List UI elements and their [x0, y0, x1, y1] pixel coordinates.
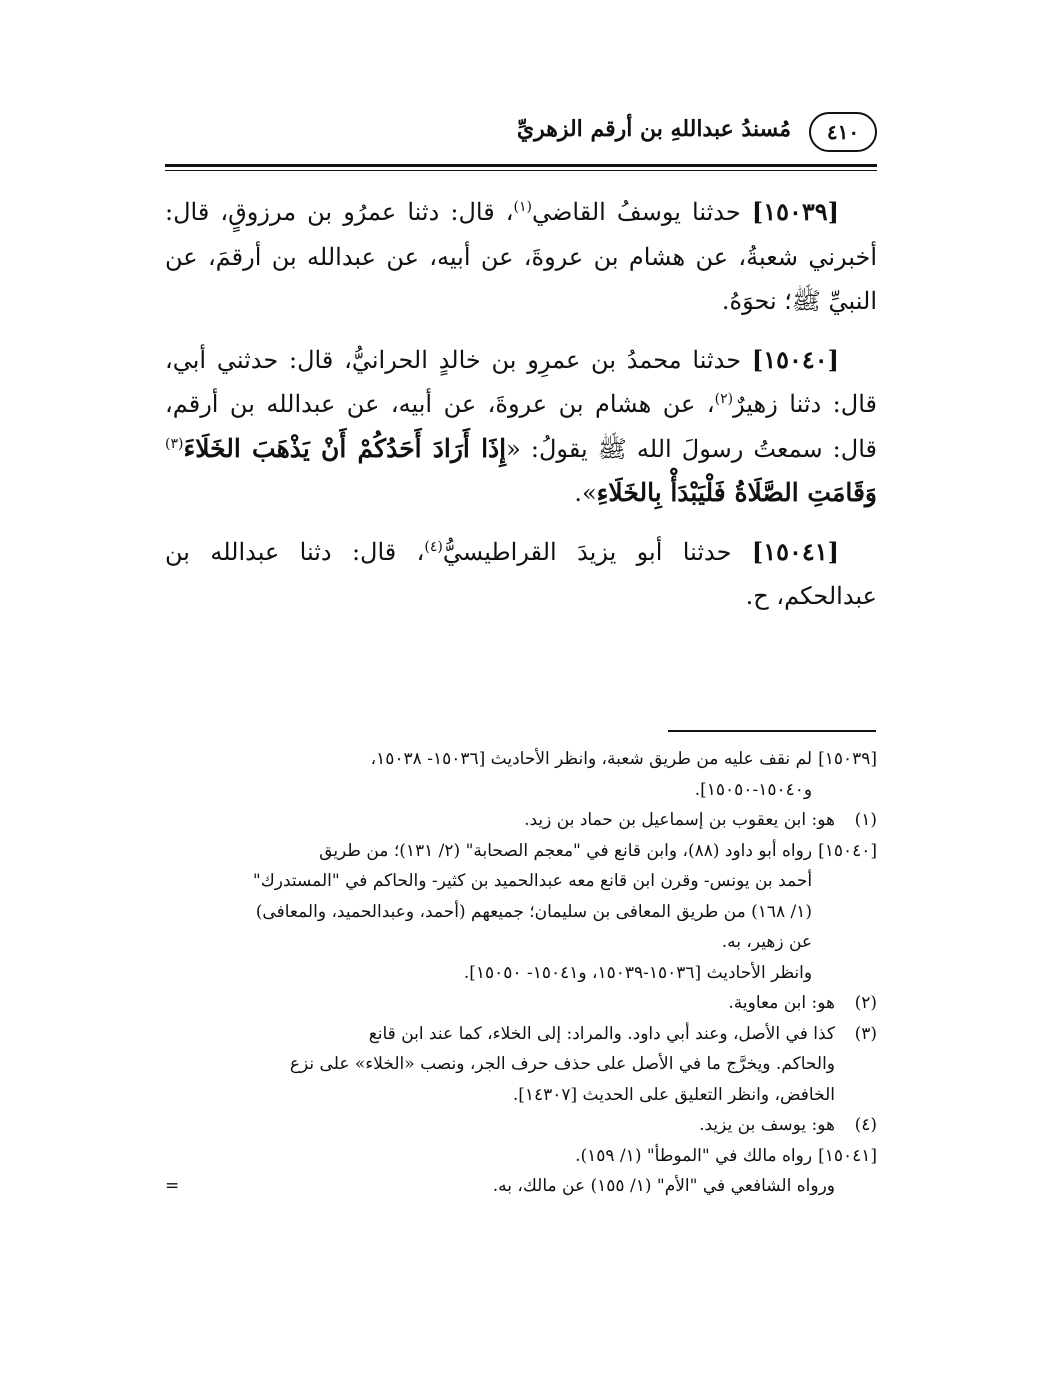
footnote-15041: [165, 1141, 877, 1172]
footnote-ref: (١): [513, 199, 532, 215]
footnote-line: عن زهير، به.: [721, 932, 813, 952]
footnote-line: كذا في الأصل، وعند أبي داود. والمراد: إلى الخلاء، كما عند ابن قانع: [368, 1023, 835, 1044]
hadith-matn: وَقَامَتِ الصَّلَاةُ فَلْيَبْدَأْ بِالخَلَاءِ: [596, 478, 877, 507]
footnote-line: هو: يوسف بن يزيد.: [699, 1115, 835, 1135]
hadith-paragraph-15040: [165, 338, 877, 516]
hadith-number: [١٥٠٣٩]: [751, 197, 839, 226]
footnote-line: رواه مالك في "الموطأ" (١/ ١٥٩).: [575, 1145, 813, 1166]
page-number: ٤١٠: [809, 112, 877, 152]
isnad-text: حدثنا أبو يزيدَ القراطيسيُّ: [442, 537, 752, 566]
footnote-line: لم نقف عليه من طريق شعبة، وانظر الأحاديث [١٥٠٣٦- ١٥٠٣٨،: [370, 749, 813, 769]
footnote-body: [165, 836, 812, 989]
footnote-marker: (٤): [854, 1115, 877, 1135]
footnote-line: أحمد بن يونس- وقرن ابن قانع معه عبدالحميد بن كثير- والحاكم في "المستدرك": [252, 871, 813, 891]
footnote-line: هو: ابن معاوية.: [728, 993, 835, 1013]
footnote-body: [165, 744, 812, 805]
hadith-paragraph-15041: [165, 530, 877, 619]
footnote-line: والحاكم. ويخرَّج ما في الأصل على حذف حرف الجر، ونصب «الخلاء» على نزع: [289, 1054, 835, 1074]
footnote-15040: [165, 836, 877, 989]
footnote-marker: (٣): [854, 1023, 877, 1044]
isnad-text: حدثنا محمدُ بن عمرِو بن خالدٍ الحرانيُّ، قال: حدثني أبي، قال: دثنا زهيرٌ: [165, 345, 877, 418]
footnote-separator: [668, 730, 876, 732]
isnad-text: ، قال: دثنا عبدالله بن عبدالحكم، ح.: [165, 537, 877, 610]
footnote-ref: (٢): [714, 391, 734, 407]
footnote-body: [165, 1019, 835, 1111]
footnote-2: [165, 988, 877, 1019]
continuation-mark: =: [165, 1176, 180, 1196]
main-text: [165, 190, 877, 633]
hadith-matn: إِذَا أَرَادَ أَحَدُكُمْ أَنْ يَذْهَبَ الخَلَاءَ: [183, 433, 507, 463]
footnote-marker: [١٥٠٤١]: [818, 1145, 877, 1166]
footnote-line: الخافض، وانظر التعليق على الحديث [١٤٣٠٧].: [512, 1084, 835, 1105]
footnote-3: [165, 1019, 877, 1111]
footnote-line: ورواه الشافعي في "الأم" (١/ ١٥٥) عن مالك، به.: [492, 1176, 835, 1196]
header-rule-thin: [165, 170, 877, 171]
footnote-line: هو: ابن يعقوب بن إسماعيل بن حماد بن زيد.: [524, 810, 835, 830]
hadith-number: [١٥٠٤٠]: [751, 344, 839, 374]
footnote-1: [165, 805, 877, 836]
footnote-line: (١/ ١٦٨) من طريق المعافى بن سليمان؛ جميعهم (أحمد، وعبدالحميد، والمعافى): [255, 901, 813, 922]
header-rule-thick: [165, 164, 877, 167]
hadith-paragraph-15039: [165, 190, 877, 324]
running-title: مُسندُ عبداللهِ بن أرقم الزهريِّ: [516, 116, 791, 142]
footnote-marker: (١): [854, 810, 877, 830]
footnote-15039: [165, 744, 877, 805]
footnote-marker: (٢): [854, 993, 877, 1013]
isnad-text: ، عن هشام بن عروةَ، عن أبيه، عن عبدالله بن أرقم، قال: سمعتُ رسولَ الله ﷺ يقولُ: «: [165, 390, 877, 463]
footnotes: [165, 744, 877, 1202]
footnote-ref: (٤): [424, 538, 443, 555]
footnote-4: [165, 1110, 877, 1141]
footnote-line: و١٥٠٤٠-١٥٠٥٠].: [694, 779, 813, 800]
isnad-text: ، قال: دثنا عمرُو بن مرزوقٍ، قال: أخبرني شعبةُ، عن هشام بن عروةَ، عن أبيه، عن عبدالله بن أرقمَ، عن النبيِّ ﷺ؛ نحوَهُ.: [165, 198, 877, 315]
footnote-line: وانظر الأحاديث [١٥٠٣٦-١٥٠٣٩، و١٥٠٤١- ١٥٠٥٠].: [463, 962, 813, 983]
closing-quote: ».: [574, 479, 597, 507]
footnote-marker: [١٥٠٤٠]: [818, 840, 877, 861]
footnote-body: [165, 1141, 812, 1172]
footnote-15041-continuation: [165, 1171, 877, 1202]
page-header: [165, 112, 877, 162]
hadith-number: [١٥٠٤١]: [751, 536, 839, 566]
footnote-marker: [١٥٠٣٩]: [818, 749, 877, 769]
footnote-ref: (٣): [165, 435, 184, 452]
isnad-text: حدثنا يوسفُ القاضي: [532, 198, 752, 226]
footnote-line: رواه أبو داود (٨٨)، وابن قانع في "معجم الصحابة" (٢/ ١٣١)؛ من طريق: [319, 840, 813, 861]
